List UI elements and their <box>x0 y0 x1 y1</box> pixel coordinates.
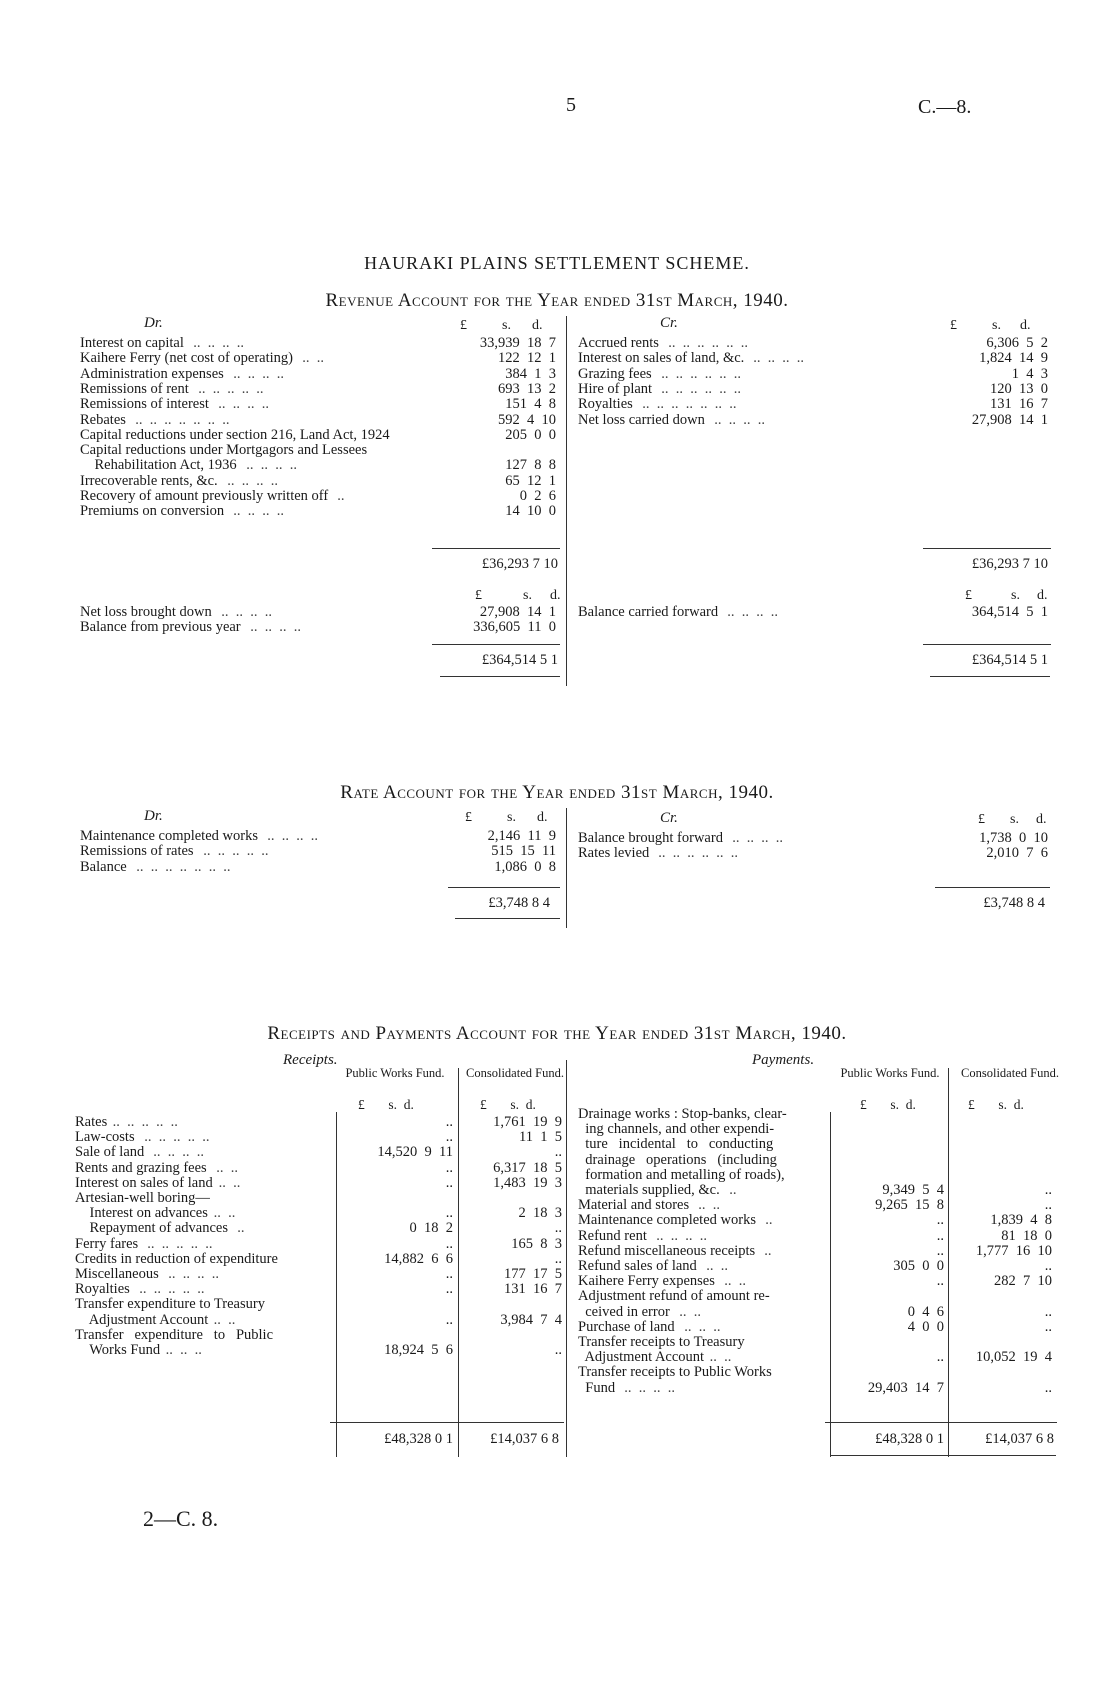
rate-dr-label: Dr. <box>144 808 163 824</box>
leader-dots: .. .. .. .. .. .. .. <box>129 858 231 875</box>
ledger-row-amount: 693 13 2 <box>498 380 556 397</box>
ledger-row-label: Rates levied <box>578 845 650 862</box>
consolidated-amount: 165 8 3 <box>511 1235 562 1252</box>
rule <box>432 644 560 645</box>
leader-dots: .. .. .. .. .. <box>132 1281 205 1298</box>
consolidated-amount: 1,839 4 8 <box>990 1212 1052 1229</box>
receipts-label: Receipts. <box>283 1052 338 1068</box>
public-works-amount: 18,924 5 6 <box>384 1342 453 1358</box>
ledger-row-amount: 2,010 7 6 <box>986 845 1048 862</box>
ledger-row-label: Premiums on conversion <box>80 503 225 520</box>
rule <box>330 1422 564 1423</box>
leader-dots: .. .. .. .. <box>243 619 301 636</box>
rule <box>830 1112 831 1457</box>
leader-dots: .. .. .. .. .. .. .. <box>635 396 737 413</box>
receipts-pwf-header: Public Works Fund. <box>345 1066 445 1080</box>
payments-cf-lsd: £ s. d. <box>968 1097 1024 1112</box>
ledger-row-amount: 65 12 1 <box>505 472 556 489</box>
rule <box>825 1422 1057 1423</box>
leader-dots: .. .. .. <box>677 1318 721 1335</box>
rule <box>948 1068 949 1457</box>
ledger-row-label: Adjustment Account <box>75 1311 209 1328</box>
leader-dots: .. .. .. .. .. .. .. <box>128 411 230 428</box>
consolidated-amount: 131 16 7 <box>504 1281 562 1298</box>
ledger-row-label: Net loss brought down <box>80 604 212 620</box>
ledger-row-label: Purchase of land <box>578 1318 675 1335</box>
leader-dots: .. .. .. .. <box>186 335 244 351</box>
consolidated-amount: .. <box>1044 1197 1052 1214</box>
public-works-amount: .. <box>445 1266 453 1282</box>
public-works-amount: 9,349 5 4 <box>882 1182 944 1198</box>
ledger-row-label: Artesian-well boring— <box>75 1190 210 1206</box>
ledger-row-label: Interest on advances <box>75 1205 208 1222</box>
revenue-total-cr: £36,293 7 10 <box>971 556 1048 572</box>
public-works-amount: .. <box>445 1235 453 1252</box>
ledger-row-label: Transfer expenditure to Treasury <box>75 1296 265 1313</box>
ledger-row-label: Recovery of amount previously written off <box>80 488 329 504</box>
ledger-row-label: Kaihere Ferry (net cost of operating) <box>80 350 293 367</box>
public-works-amount: 14,520 9 11 <box>377 1144 453 1161</box>
public-works-amount: .. <box>445 1129 453 1146</box>
public-works-amount: .. <box>936 1242 944 1259</box>
rate-divider <box>566 808 567 928</box>
ledger-row-amount: 1 4 3 <box>1011 365 1048 382</box>
rule <box>440 676 560 677</box>
page-reference: C.—8. <box>918 96 972 118</box>
page-number: 5 <box>566 94 576 116</box>
ledger-row-label: Adjustment refund of amount re- <box>578 1288 770 1305</box>
page-footer: 2—C. 8. <box>143 1506 219 1531</box>
ledger-row-amount: 1,738 0 10 <box>979 830 1048 846</box>
leader-dots: .. .. .. .. .. <box>140 1235 213 1252</box>
ledger-row-label: Rates <box>75 1114 108 1130</box>
revenue-grand-total-dr: £364,514 5 1 <box>481 652 558 668</box>
ledger-row-label: Interest on sales of land, &c. <box>578 350 745 367</box>
ledger-row-label: drainage operations (including <box>578 1151 777 1168</box>
consolidated-amount: 3,984 7 4 <box>500 1311 562 1328</box>
ledger-row-label: Balance brought forward <box>578 830 723 846</box>
revenue-dr-label: Dr. <box>144 315 163 331</box>
revenue-account-heading: Revenue Account for the Year ended 31st March, 1940. <box>325 290 789 311</box>
leader-dots: .. <box>758 1212 773 1229</box>
leader-dots: .. .. .. .. .. <box>109 1114 178 1130</box>
public-works-amount: 14,882 6 6 <box>384 1250 453 1267</box>
leader-dots: .. .. .. .. <box>220 472 278 489</box>
ledger-row-amount: 515 15 11 <box>491 843 556 860</box>
consolidated-amount: .. <box>554 1342 562 1358</box>
ledger-row-label: Adjustment Account <box>578 1349 705 1366</box>
ledger-row-label: Administration expenses <box>80 365 224 382</box>
receipts-cf-lsd: £ s. d. <box>480 1097 536 1112</box>
consolidated-amount: 177 17 5 <box>504 1266 562 1282</box>
leader-dots: .. .. <box>691 1197 720 1214</box>
leader-dots: .. .. <box>717 1273 746 1290</box>
leader-dots: .. .. .. .. .. .. <box>654 365 741 382</box>
ledger-row-label: Remissions of interest <box>80 396 209 413</box>
public-works-amount: .. <box>445 1281 453 1298</box>
consolidated-amount: .. <box>1044 1182 1052 1198</box>
ledger-row-label: Transfer receipts to Public Works <box>578 1364 772 1381</box>
ledger-row-label: Refund miscellaneous receipts <box>578 1242 756 1259</box>
ledger-row-amount: 151 4 8 <box>505 396 556 413</box>
leader-dots: .. .. <box>706 1349 732 1366</box>
rule <box>455 918 560 919</box>
ledger-row-amount: 205 0 0 <box>505 426 556 443</box>
leader-dots: .. .. .. .. <box>226 365 284 382</box>
ledger-row-label: Credits in reduction of expenditure <box>75 1250 278 1267</box>
rule <box>935 887 1050 888</box>
revenue-grand-total-cr: £364,514 5 1 <box>971 652 1048 668</box>
rule <box>336 1112 337 1457</box>
ledger-row-label: Miscellaneous <box>75 1266 159 1282</box>
public-works-amount: .. <box>445 1311 453 1328</box>
ledger-row-label: Fund <box>578 1379 616 1396</box>
rule <box>923 644 1051 645</box>
ledger-row-amount: 0 2 6 <box>519 488 556 504</box>
consolidated-amount: .. <box>1044 1303 1052 1320</box>
ledger-row-label: Material and stores <box>578 1197 690 1214</box>
payments-total-cf: £14,037 6 8 <box>985 1431 1054 1447</box>
receipts-total-pwf: £48,328 0 1 <box>384 1431 453 1447</box>
ledger-row-label: Remissions of rent <box>80 380 189 397</box>
ledger-row-label: Transfer receipts to Treasury <box>578 1334 745 1350</box>
leader-dots: .. .. .. .. <box>161 1266 219 1282</box>
consolidated-amount: .. <box>554 1144 562 1161</box>
public-works-amount: 9,265 15 8 <box>875 1197 944 1214</box>
payments-label: Payments. <box>752 1052 815 1068</box>
ledger-row-label: Royalties <box>578 396 633 413</box>
ledger-row-amount: 336,605 11 0 <box>473 619 556 636</box>
consolidated-amount: 1,483 19 3 <box>493 1174 562 1191</box>
rule <box>448 887 560 888</box>
rate-account-heading: Rate Account for the Year ended 31st March, 1940. <box>340 782 774 803</box>
consolidated-amount: 81 18 0 <box>1001 1227 1052 1244</box>
ledger-row-label: ceived in error <box>578 1303 670 1320</box>
leader-dots: .. .. <box>210 1311 236 1328</box>
ledger-row-label: Royalties <box>75 1281 130 1298</box>
leader-dots: .. .. .. .. <box>720 604 778 620</box>
rule <box>923 548 1051 549</box>
ledger-row-label: Kaihere Ferry expenses <box>578 1273 715 1290</box>
rate-total-dr: £3,748 8 4 <box>488 895 550 911</box>
ledger-row-label: Hire of plant <box>578 380 653 397</box>
leader-dots: .. <box>757 1242 772 1259</box>
ledger-row-label: Maintenance completed works <box>578 1212 756 1229</box>
ledger-row-label: Net loss carried down <box>578 411 705 428</box>
consolidated-amount: 1,761 19 9 <box>493 1114 562 1130</box>
ledger-row-label: Irrecoverable rents, &c. <box>80 472 218 489</box>
ledger-row-label: Rehabilitation Act, 1936 <box>80 457 237 474</box>
ledger-row-label: Balance carried forward <box>578 604 719 620</box>
payments-pwf-lsd: £ s. d. <box>860 1097 916 1112</box>
ledger-row-label: Remissions of rates <box>80 843 194 860</box>
ledger-row-label: Maintenance completed works <box>80 828 258 844</box>
public-works-amount: 4 0 0 <box>907 1318 944 1335</box>
ledger-row-label: formation and metalling of roads), <box>578 1166 785 1183</box>
ledger-row-label: Refund rent <box>578 1227 647 1244</box>
rule <box>930 676 1050 677</box>
leader-dots: .. .. .. .. .. <box>191 380 264 397</box>
leader-dots: .. .. .. .. .. <box>196 843 269 860</box>
ledger-row-label: Balance <box>80 858 127 875</box>
public-works-amount: .. <box>936 1273 944 1290</box>
ledger-row-amount: 1,086 0 8 <box>494 858 556 875</box>
rule <box>830 1455 1056 1456</box>
receipts-total-cf: £14,037 6 8 <box>490 1431 559 1447</box>
ledger-row-amount: 120 13 0 <box>990 380 1048 397</box>
leader-dots: .. .. <box>672 1303 701 1320</box>
leader-dots: .. .. .. .. <box>617 1379 675 1396</box>
consolidated-amount: .. <box>1044 1318 1052 1335</box>
consolidated-amount: 11 1 5 <box>519 1129 562 1146</box>
leader-dots: .. .. <box>209 1159 238 1176</box>
leader-dots: .. .. <box>699 1258 728 1274</box>
revenue-cr-label: Cr. <box>660 315 678 331</box>
ledger-row-amount: 2,146 11 9 <box>487 828 556 844</box>
ledger-row-label: Sale of land <box>75 1144 145 1161</box>
ledger-row-label: Drainage works : Stop-banks, clear- <box>578 1106 787 1122</box>
leader-dots: .. .. .. .. .. .. <box>654 380 741 397</box>
leader-dots: .. .. .. .. .. .. <box>661 335 748 351</box>
leader-dots: .. .. <box>215 1174 241 1191</box>
ledger-row-amount: 27,908 14 1 <box>479 604 556 620</box>
payments-cf-header: Consolidated Fund. <box>961 1066 1059 1080</box>
ledger-row-amount: 27,908 14 1 <box>971 411 1048 428</box>
leader-dots: .. .. .. .. .. <box>137 1129 210 1146</box>
ledger-row-label: Rents and grazing fees <box>75 1159 207 1176</box>
leader-dots: .. <box>722 1182 737 1198</box>
consolidated-amount: 6,317 18 5 <box>493 1159 562 1176</box>
ledger-row-label: Rebates <box>80 411 126 428</box>
leader-dots: .. .. .. .. <box>226 503 284 520</box>
ledger-row-label: Capital reductions under section 216, Land Act, 1924 <box>80 426 390 443</box>
consolidated-amount: 282 7 10 <box>994 1273 1052 1290</box>
ledger-row-label: ture incidental to conducting <box>578 1136 774 1153</box>
ledger-row-label: Transfer expenditure to Public <box>75 1326 274 1343</box>
consolidated-amount: 1,777 16 10 <box>975 1242 1052 1259</box>
consolidated-amount: .. <box>1044 1379 1052 1396</box>
consolidated-amount: .. <box>1044 1258 1052 1274</box>
public-works-amount: 29,403 14 7 <box>867 1379 944 1396</box>
leader-dots: .. .. .. .. <box>260 828 318 844</box>
leader-dots: .. .. .. <box>162 1342 202 1358</box>
public-works-amount: 0 18 2 <box>409 1220 453 1237</box>
public-works-amount: .. <box>445 1174 453 1191</box>
consolidated-amount: .. <box>554 1250 562 1267</box>
ledger-row-label: Ferry fares <box>75 1235 139 1252</box>
public-works-amount: .. <box>936 1349 944 1366</box>
ledger-row-amount: 127 8 8 <box>505 457 556 474</box>
receipts-divider <box>566 1060 567 1457</box>
revenue-total-dr: £36,293 7 10 <box>481 556 558 572</box>
public-works-amount: .. <box>936 1227 944 1244</box>
ledger-row-amount: 1,824 14 9 <box>979 350 1048 367</box>
ledger-row-label: Capital reductions under Mortgagors and Lessees <box>80 442 368 459</box>
leader-dots: .. .. .. .. <box>214 604 272 620</box>
public-works-amount: .. <box>445 1114 453 1130</box>
leader-dots: .. .. <box>210 1205 236 1222</box>
ledger-row-label: Accrued rents <box>578 335 659 351</box>
receipts-pwf-lsd: £ s. d. <box>358 1097 414 1112</box>
consolidated-amount: .. <box>554 1220 562 1237</box>
public-works-amount: 0 4 6 <box>907 1303 944 1320</box>
leader-dots: .. .. .. .. <box>146 1144 204 1161</box>
ledger-row-label: Law-costs <box>75 1129 135 1146</box>
revenue-divider <box>566 316 567 686</box>
ledger-row-label: Refund sales of land <box>578 1258 697 1274</box>
rule <box>458 1068 459 1457</box>
leader-dots: .. .. <box>295 350 324 367</box>
public-works-amount: .. <box>936 1212 944 1229</box>
ledger-row-amount: 122 12 1 <box>498 350 556 367</box>
ledger-row-label: Interest on capital <box>80 335 184 351</box>
leader-dots: .. <box>330 488 345 504</box>
leader-dots: .. .. .. .. <box>239 457 297 474</box>
rate-cr-label: Cr. <box>660 810 678 826</box>
leader-dots: .. .. .. .. <box>746 350 804 367</box>
public-works-amount: 305 0 0 <box>893 1258 944 1274</box>
leader-dots: .. .. .. .. <box>725 830 783 846</box>
rate-total-cr: £3,748 8 4 <box>983 895 1045 911</box>
ledger-row-amount: 592 4 10 <box>498 411 556 428</box>
ledger-row-amount: 384 1 3 <box>505 365 556 382</box>
public-works-amount: .. <box>445 1159 453 1176</box>
ledger-row-label: Interest on sales of land <box>75 1174 213 1191</box>
leader-dots: .. .. .. .. <box>211 396 269 413</box>
ledger-row-label: Grazing fees <box>578 365 652 382</box>
leader-dots: .. .. .. .. .. .. <box>651 845 738 862</box>
leader-dots: .. .. .. .. <box>707 411 765 428</box>
receipts-payments-heading: Receipts and Payments Account for the Year ended 31st March, 1940. <box>267 1023 847 1044</box>
rule <box>432 548 560 549</box>
document-title: HAURAKI PLAINS SETTLEMENT SCHEME. <box>364 253 750 273</box>
payments-pwf-header: Public Works Fund. <box>840 1066 940 1080</box>
ledger-row-amount: 131 16 7 <box>990 396 1048 413</box>
payments-total-pwf: £48,328 0 1 <box>875 1431 944 1447</box>
consolidated-amount: 10,052 19 4 <box>975 1349 1052 1366</box>
ledger-row-label: Repayment of advances <box>75 1220 229 1237</box>
ledger-row-amount: 14 10 0 <box>505 503 556 520</box>
ledger-row-label: materials supplied, &c. <box>578 1182 720 1198</box>
leader-dots: .. .. .. .. <box>649 1227 707 1244</box>
receipts-cf-header: Consolidated Fund. <box>466 1066 564 1080</box>
ledger-row-amount: 6,306 5 2 <box>986 335 1048 351</box>
ledger-row-label: ing channels, and other expendi- <box>578 1121 775 1138</box>
ledger-row-label: Works Fund <box>75 1342 161 1358</box>
public-works-amount: .. <box>445 1205 453 1222</box>
consolidated-amount: 2 18 3 <box>518 1205 562 1222</box>
ledger-row-amount: 364,514 5 1 <box>971 604 1048 620</box>
leader-dots: .. <box>230 1220 245 1237</box>
ledger-row-amount: 33,939 18 7 <box>479 335 556 351</box>
ledger-row-label: Balance from previous year <box>80 619 241 636</box>
